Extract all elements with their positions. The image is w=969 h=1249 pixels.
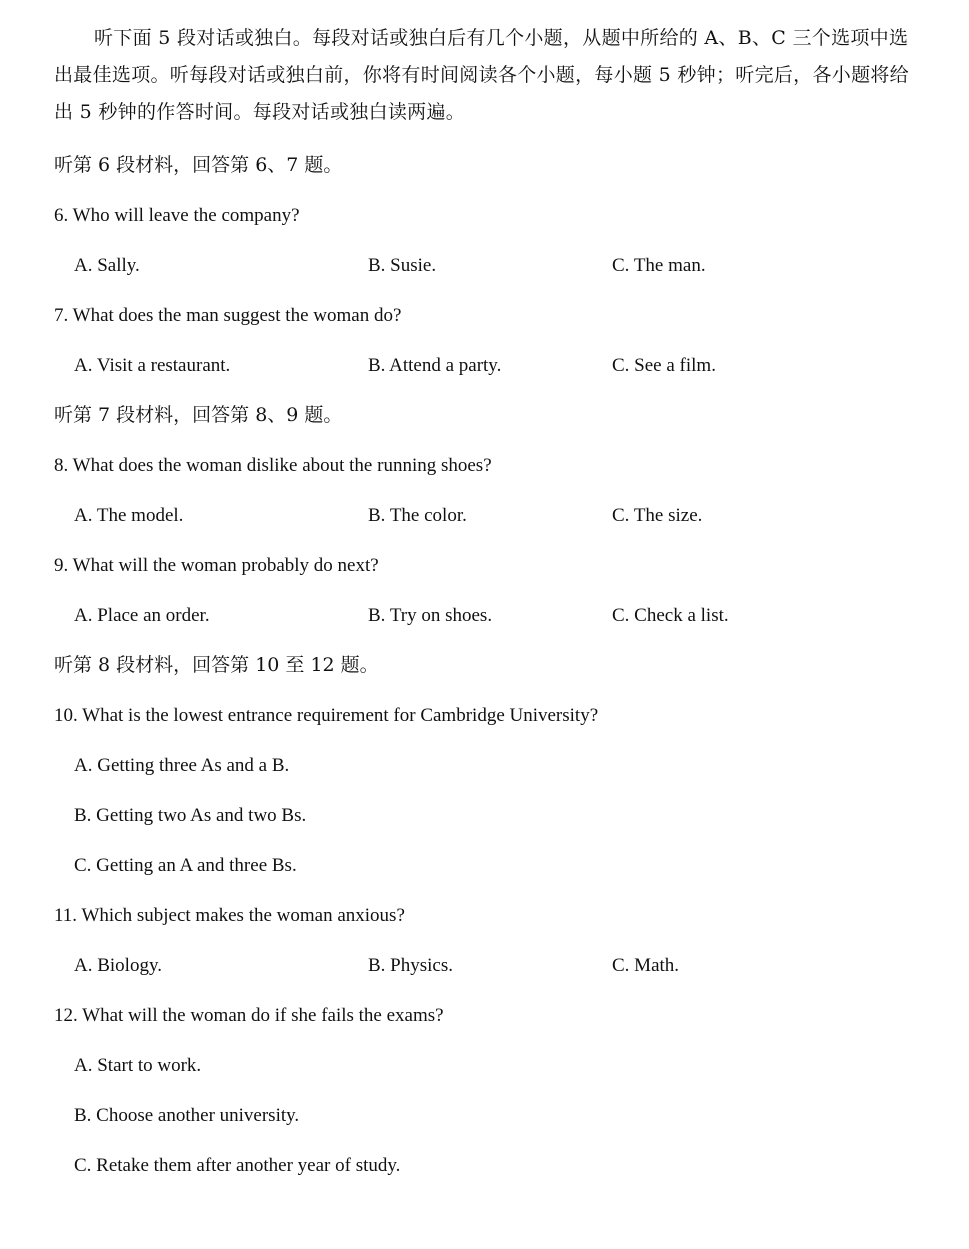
question-8-stem: 8. What does the woman dislike about the running shoes? — [54, 455, 492, 476]
question-11-option-a: A. Biology. — [74, 955, 162, 976]
question-11-option-c: C. Math. — [612, 955, 680, 976]
question-7-option-a: A. Visit a restaurant. — [74, 355, 231, 376]
question-12-option-b: B. Choose another university. — [74, 1105, 300, 1126]
question-8-option-b: B. The color. — [368, 505, 467, 526]
question-6-stem: 6. Who will leave the company? — [54, 205, 300, 226]
question-10-stem: 10. What is the lowest entrance requirement for Cambridge University? — [54, 705, 599, 726]
question-10-option-c: C. Getting an A and three Bs. — [74, 855, 297, 876]
question-12-stem: 12. What will the woman do if she fails the exams? — [54, 1005, 444, 1026]
question-8-option-c: C. The size. — [612, 505, 703, 526]
question-12-option-c: C. Retake them after another year of study. — [74, 1155, 401, 1176]
intro-line-3: 出 5 秒钟的作答时间。每段对话或独白读两遍。 — [54, 101, 466, 123]
question-7-stem: 7. What does the man suggest the woman do? — [54, 305, 402, 326]
intro-line-2: 出最佳选项。听每段对话或独白前，你将有时间阅读各个小题，每小题 5 秒钟；听完后，各小题将给 — [54, 64, 909, 86]
question-9-stem: 9. What will the woman probably do next? — [54, 555, 379, 576]
question-6-option-b: B. Susie. — [368, 255, 437, 276]
question-9-option-a: A. Place an order. — [74, 605, 210, 626]
question-7-option-b: B. Attend a party. — [368, 355, 502, 376]
question-11-stem: 11. Which subject makes the woman anxious? — [54, 905, 405, 926]
question-6-option-c: C. The man. — [612, 255, 706, 276]
question-10-option-a: A. Getting three As and a B. — [74, 755, 290, 776]
question-6-option-a: A. Sally. — [74, 255, 140, 276]
intro-line-1: 听下面 5 段对话或独白。每段对话或独白后有几个小题，从题中所给的 A、B、C 三个选项中选 — [94, 27, 909, 49]
question-8-option-a: A. The model. — [74, 505, 184, 526]
section-heading-6: 听第 6 段材料，回答第 6、7 题。 — [54, 154, 343, 176]
section-heading-8: 听第 8 段材料，回答第 10 至 12 题。 — [54, 654, 379, 676]
question-10-option-b: B. Getting two As and two Bs. — [74, 805, 307, 826]
section-heading-7: 听第 7 段材料，回答第 8、9 题。 — [54, 404, 343, 426]
question-11-option-b: B. Physics. — [368, 955, 453, 976]
question-7-option-c: C. See a film. — [612, 355, 716, 376]
question-9-option-b: B. Try on shoes. — [368, 605, 493, 626]
question-12-option-a: A. Start to work. — [74, 1055, 202, 1076]
question-9-option-c: C. Check a list. — [612, 605, 729, 626]
